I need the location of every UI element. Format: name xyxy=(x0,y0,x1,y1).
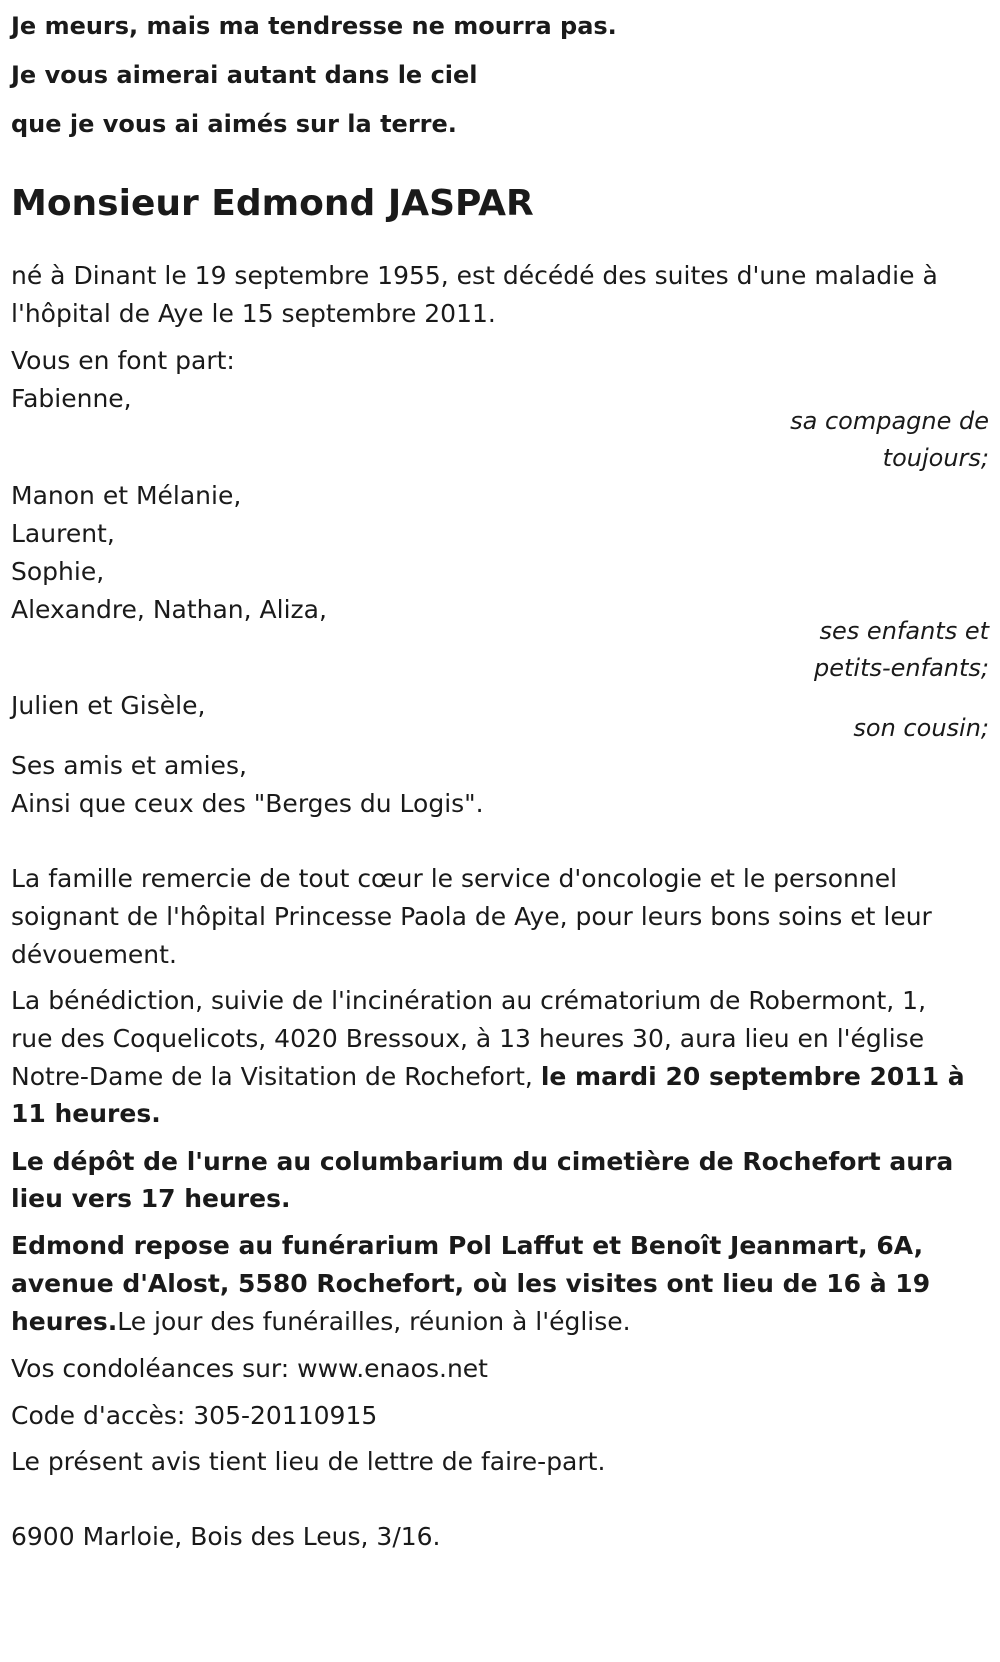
address-line: 6900 Marloie, Bois des Leus, 3/16. xyxy=(11,1522,441,1551)
cousin-role: son cousin; xyxy=(853,714,989,742)
deceased-name: Monsieur Edmond JASPAR xyxy=(11,183,534,224)
child-name: Alexandre, Nathan, Aliza, xyxy=(11,595,327,624)
epitaph-line: Je meurs, mais ma tendresse ne mourra pas. xyxy=(11,12,617,40)
ceremony-location: Notre-Dame de la Visitation de Rochefort, xyxy=(11,1062,541,1091)
friends-line: Ses amis et amies, xyxy=(11,751,247,780)
announcement-intro: Vous en font part: xyxy=(11,346,235,375)
birth-death-line: l'hôpital de Aye le 15 septembre 2011. xyxy=(11,299,496,328)
ceremony-date: le mardi 20 septembre 2011 à xyxy=(540,1062,965,1091)
cousin-name: Julien et Gisèle, xyxy=(11,691,206,720)
thanks-line: dévouement. xyxy=(11,940,177,969)
funeral-meeting: Le jour des funérailles, réunion à l'église. xyxy=(117,1307,631,1336)
child-name: Laurent, xyxy=(11,519,115,548)
epitaph-line: que je vous ai aimés sur la terre. xyxy=(11,110,457,138)
child-name: Sophie, xyxy=(11,557,105,586)
ceremony-time: 11 heures. xyxy=(11,1099,161,1128)
access-code-line: Code d'accès: 305-20110915 xyxy=(11,1401,378,1430)
notice-line: Le présent avis tient lieu de lettre de faire-part. xyxy=(11,1447,606,1476)
child-name: Manon et Mélanie, xyxy=(11,481,242,510)
ceremony-line: rue des Coquelicots, 4020 Bressoux, à 13 heures 30, aura lieu en l'église xyxy=(11,1024,925,1053)
funerarium-line: avenue d'Alost, 5580 Rochefort, où les visites ont lieu de 16 à 19 xyxy=(11,1269,931,1298)
epitaph-line: Je vous aimerai autant dans le ciel xyxy=(11,61,478,89)
ceremony-line: La bénédiction, suivie de l'incinération au crématorium de Robermont, 1, xyxy=(11,986,927,1015)
birth-death-line: né à Dinant le 19 septembre 1955, est décédé des suites d'une maladie à xyxy=(11,261,938,290)
companion-role: toujours; xyxy=(882,444,989,472)
visits-hours: heures. xyxy=(11,1307,118,1336)
others-line: Ainsi que ceux des "Berges du Logis". xyxy=(11,789,484,818)
condolences-line: Vos condoléances sur: www.enaos.net xyxy=(11,1354,488,1383)
funerarium-line: Edmond repose au funérarium Pol Laffut et Benoît Jeanmart, 6A, xyxy=(11,1231,924,1260)
ceremony-line xyxy=(11,1057,965,1097)
children-role: petits-enfants; xyxy=(814,654,989,682)
companion-name: Fabienne, xyxy=(11,384,132,413)
thanks-line: La famille remercie de tout cœur le service d'oncologie et le personnel xyxy=(11,864,898,893)
children-role: ses enfants et xyxy=(819,617,989,645)
urn-line: lieu vers 17 heures. xyxy=(11,1184,291,1213)
companion-role: sa compagne de xyxy=(790,407,989,435)
thanks-line: soignant de l'hôpital Princesse Paola de Aye, pour leurs bons soins et leur xyxy=(11,902,932,931)
urn-line: Le dépôt de l'urne au columbarium du cimetière de Rochefort aura xyxy=(11,1147,954,1176)
funerarium-line xyxy=(11,1302,631,1342)
